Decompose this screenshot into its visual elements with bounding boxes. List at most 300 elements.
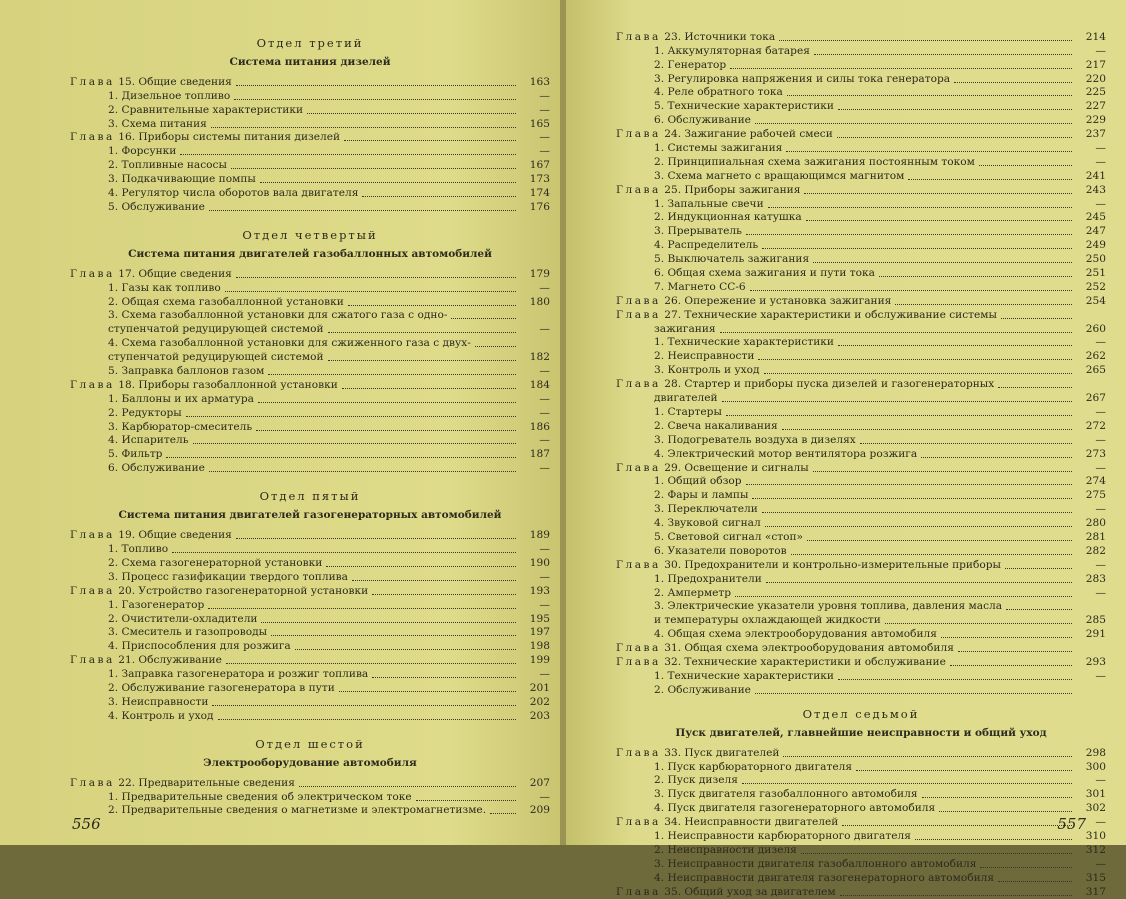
toc-entry-label: [616, 184, 800, 197]
toc-page-number: 187: [529, 448, 550, 461]
toc-item-row: [70, 695, 550, 709]
toc-item-row: [616, 58, 1106, 72]
toc-entry-text: 1. Системы зажигания: [654, 142, 783, 155]
chapter-prefix: Глава: [616, 294, 661, 307]
toc-entry-text: 2. Топливные насосы: [108, 159, 227, 172]
dot-leader: [186, 416, 516, 417]
chapter-prefix: Глава: [616, 128, 661, 141]
toc-item-row: [616, 433, 1106, 447]
toc-page-number: 241: [1085, 169, 1106, 182]
toc-entry-text: двигателей: [654, 392, 718, 405]
dot-leader: [271, 635, 516, 636]
toc-entry-text: 3. Регулировка напряжения и силы тока генератора: [654, 72, 951, 85]
toc-entry-label: [616, 872, 994, 885]
dot-leader: [766, 582, 1072, 583]
toc-page-number: —: [1095, 336, 1106, 349]
dot-leader: [807, 540, 1072, 541]
toc-chapter-row: [616, 746, 1106, 760]
toc-entry-text: 6. Обслуживание: [108, 462, 205, 475]
toc-page-number: 260: [1085, 322, 1106, 335]
toc-item-row: [70, 117, 550, 131]
toc-item-row: [616, 488, 1106, 502]
dot-leader: [328, 332, 516, 333]
toc-page-number: 273: [1085, 447, 1106, 460]
toc-item-row: [616, 349, 1106, 363]
toc-entry-text: 1. Неисправности карбюраторного двигателя: [654, 829, 911, 842]
dot-leader: [180, 154, 516, 155]
toc-page-number: —: [1095, 433, 1106, 446]
toc-item-row: [70, 295, 550, 309]
toc-entry-text: 2. Амперметр: [654, 586, 732, 599]
toc-entry-text: 31. Общая схема электрооборудования автомобиля: [664, 642, 954, 655]
dot-leader: [172, 552, 516, 553]
toc-entry-label: [616, 239, 758, 252]
dot-leader: [209, 210, 516, 211]
dot-leader: [236, 277, 516, 278]
toc-entry-text: 5. Световой сигнал «стоп»: [654, 530, 804, 543]
dot-leader: [307, 113, 516, 114]
dot-leader: [856, 770, 1072, 771]
dot-leader: [256, 430, 516, 431]
toc-entry-label: [616, 656, 946, 669]
toc-entry-text: и температуры охлаждающей жидкости: [654, 614, 881, 627]
toc-item-row: [70, 336, 550, 350]
toc-item-row: [70, 447, 550, 461]
toc-entry-label: [616, 886, 836, 899]
toc-item-row: [616, 843, 1106, 857]
toc-entry-text: 34. Неисправности двигателей: [664, 816, 839, 829]
toc-entry-text: 19. Общие сведения: [118, 529, 232, 542]
toc-entry-text: 4. Общая схема электрооборудования автомобиля: [654, 628, 937, 641]
dot-leader: [416, 800, 516, 801]
toc-entry-label: [616, 406, 722, 419]
toc-item-row: [616, 787, 1106, 801]
toc-item-row: [616, 586, 1106, 600]
toc-chapter-row: [616, 127, 1106, 141]
toc-page-number: —: [539, 392, 550, 405]
toc-page-number: 315: [1085, 871, 1106, 884]
dot-leader: [451, 318, 516, 319]
toc-entry-text: 18. Приборы газобаллонной установки: [118, 378, 338, 391]
toc-entry-label: [616, 392, 718, 405]
toc-entry-text: 5. Заправка баллонов газом: [108, 365, 265, 378]
toc-item-row: [616, 516, 1106, 530]
toc-page-number: —: [539, 365, 550, 378]
left-page: [0, 0, 562, 845]
toc-item-row: [616, 572, 1106, 586]
dot-leader: [344, 140, 516, 141]
dot-leader: [879, 276, 1072, 277]
dot-leader: [895, 304, 1072, 305]
chapter-prefix: Глава: [616, 885, 661, 898]
toc-item-row: [616, 99, 1106, 113]
toc-entry-text: 25. Приборы зажигания: [664, 183, 801, 196]
toc-entry-label: [616, 761, 852, 774]
toc-page-number: —: [539, 89, 550, 102]
dot-leader: [746, 234, 1072, 235]
toc-entry-text: 16. Приборы системы питания дизелей: [118, 131, 341, 144]
dot-leader: [921, 457, 1072, 458]
toc-page-number: 229: [1085, 114, 1106, 127]
toc-entry-label: [70, 268, 232, 281]
toc-item-row: [616, 113, 1106, 127]
toc-entry-label: [616, 31, 775, 44]
toc-entry-label: [70, 613, 257, 626]
dot-leader: [782, 429, 1072, 430]
toc-chapter-row: [70, 267, 550, 281]
toc-page-number: 193: [529, 584, 550, 597]
toc-entry-label: [70, 543, 168, 556]
toc-entry-text: 2. Очистители-охладители: [108, 612, 258, 625]
toc-entry-text: 1. Газогенератор: [108, 598, 205, 611]
dot-leader: [939, 811, 1072, 812]
toc-chapter-row: [616, 461, 1106, 475]
dot-leader: [231, 168, 516, 169]
section-subheading: Система питания двигателей газобаллонных автомобилей: [128, 247, 492, 260]
section-subheading: Система питания двигателей газогенераторных автомобилей: [118, 509, 502, 522]
toc-page-number: 262: [1085, 350, 1106, 363]
toc-item-row: [70, 350, 550, 364]
toc-page-number: —: [1095, 142, 1106, 155]
toc-page-number: 300: [1085, 760, 1106, 773]
toc-entry-label: [616, 642, 954, 655]
toc-item-row: [616, 669, 1106, 683]
dot-leader: [764, 373, 1072, 374]
toc-entry-label: [616, 350, 754, 363]
toc-item-row: [616, 502, 1106, 516]
toc-item-row: [70, 200, 550, 214]
toc-entry-text: 1. Предварительные сведения об электрическом токе: [108, 790, 412, 803]
toc-entry-label: [70, 337, 471, 350]
dot-leader: [362, 196, 516, 197]
toc-item-row: [616, 86, 1106, 100]
toc-entry-text: 4. Электрический мотор вентилятора розжига: [654, 447, 918, 460]
toc-page-number: 195: [529, 612, 550, 625]
chapter-prefix: Глава: [70, 776, 115, 789]
toc-item-row: [616, 224, 1106, 238]
toc-item-row: [70, 364, 550, 378]
toc-chapter-row: [70, 653, 550, 667]
toc-item-row: [70, 103, 550, 117]
toc-item-row: [616, 363, 1106, 377]
toc-page-number: 254: [1085, 294, 1106, 307]
toc-item-row: [616, 600, 1106, 614]
toc-page-number: —: [1095, 669, 1106, 682]
toc-entry-text: 17. Общие сведения: [118, 267, 232, 280]
toc-page-number: 247: [1085, 225, 1106, 238]
toc-page-number: 209: [529, 804, 550, 817]
toc-entry-text: 20. Устройство газогенераторной установки: [118, 584, 369, 597]
dot-leader: [787, 95, 1072, 96]
toc-page-number: —: [539, 323, 550, 336]
toc-page-number: 189: [529, 529, 550, 542]
toc-item-row: [616, 760, 1106, 774]
toc-entry-label: [616, 573, 762, 586]
toc-page-number: 312: [1085, 843, 1106, 856]
toc-page-number: 252: [1085, 280, 1106, 293]
toc-entry-label: [70, 421, 252, 434]
toc-entry-label: [70, 654, 222, 667]
toc-item-row: [616, 613, 1106, 627]
toc-entry-label: [616, 747, 779, 760]
toc-entry-text: 2. Пуск дизеля: [654, 774, 738, 787]
toc-entry-label: [616, 802, 935, 815]
toc-entry-label: [70, 529, 232, 542]
toc-chapter-row: [70, 528, 550, 542]
dot-leader: [1001, 318, 1072, 319]
toc-page-number: 197: [529, 626, 550, 639]
toc-chapter-row: [616, 308, 1106, 322]
toc-entry-text: 4. Звуковой сигнал: [654, 517, 761, 530]
toc-item-row: [616, 405, 1106, 419]
toc-entry-text: 2. Схема газогенераторной установки: [108, 556, 323, 569]
toc-page-number: 285: [1085, 614, 1106, 627]
toc-entry-text: 5. Выключатель зажигания: [654, 253, 810, 266]
toc-page-number: 184: [529, 378, 550, 391]
toc-entry-label: [616, 253, 809, 266]
toc-entry-label: [616, 336, 834, 349]
chapter-prefix: Глава: [616, 642, 661, 655]
toc-page-number: —: [539, 131, 550, 144]
toc-item-row: [70, 570, 550, 584]
toc-page-number: 167: [529, 159, 550, 172]
dot-leader: [813, 471, 1072, 472]
toc-entry-text: 1. Технические характеристики: [654, 669, 834, 682]
toc-page-number: 245: [1085, 211, 1106, 224]
dot-leader: [801, 853, 1072, 854]
chapter-prefix: Глава: [70, 267, 115, 280]
toc-entry-text: 2. Генератор: [654, 58, 727, 71]
chapter-prefix: Глава: [70, 654, 115, 667]
toc-entry-label: [70, 365, 264, 378]
toc-page-number: —: [1095, 558, 1106, 571]
toc-entry-label: [70, 379, 338, 392]
toc-entry-label: [70, 131, 340, 144]
toc-entry-label: [616, 211, 802, 224]
dot-leader: [339, 691, 516, 692]
toc-page-number: 291: [1085, 628, 1106, 641]
dot-leader: [258, 402, 516, 403]
toc-item-row: [616, 155, 1106, 169]
left-page-number: 556: [72, 815, 101, 833]
toc-entry-label: [70, 462, 205, 475]
toc-page-number: —: [539, 145, 550, 158]
toc-entry-text: 4. Испаритель: [108, 434, 189, 447]
toc-entry-text: 6. Указатели поворотов: [654, 544, 787, 557]
toc-entry-label: [70, 571, 348, 584]
toc-page-number: 283: [1085, 572, 1106, 585]
section-subheading: Система питания дизелей: [229, 56, 391, 68]
toc-entry-label: [70, 90, 230, 103]
toc-page-number: —: [539, 103, 550, 116]
toc-page-number: —: [539, 406, 550, 419]
toc-entry-label: [616, 309, 997, 322]
dot-leader: [804, 193, 1072, 194]
toc-page-number: 220: [1085, 72, 1106, 85]
toc-entry-label: [70, 351, 324, 364]
dot-leader: [752, 498, 1072, 499]
toc-entry-text: 1. Пуск карбюраторного двигателя: [654, 760, 852, 773]
toc-item-row: [70, 420, 550, 434]
toc-item-row: [70, 89, 550, 103]
toc-entry-label: [616, 295, 891, 308]
dot-leader: [838, 109, 1072, 110]
toc-entry-label: [616, 614, 881, 627]
toc-chapter-row: [616, 30, 1106, 44]
toc-entry-text: 1. Запальные свечи: [654, 197, 764, 210]
toc-entry-text: 2. Неисправности: [654, 350, 755, 363]
dot-leader: [791, 554, 1072, 555]
dot-leader: [166, 457, 516, 458]
dot-leader: [768, 207, 1072, 208]
dot-leader: [218, 719, 516, 720]
toc-entry-label: [616, 628, 937, 641]
dot-leader: [783, 756, 1072, 757]
toc-entry-label: [70, 640, 291, 653]
toc-page-number: —: [539, 598, 550, 611]
toc-entry-text: 29. Освещение и сигналы: [664, 461, 809, 474]
toc-entry-label: [616, 559, 1001, 572]
toc-item-row: [616, 238, 1106, 252]
toc-page-number: —: [1095, 816, 1106, 829]
toc-entry-text: 4. Пуск двигателя газогенераторного автомобиля: [654, 802, 936, 815]
toc-entry-text: 1. Топливо: [108, 543, 169, 556]
toc-entry-text: 6. Обслуживание: [654, 114, 751, 127]
toc-item-row: [616, 336, 1106, 350]
section-heading: Отдел четвертый: [242, 227, 378, 242]
toc-page-number: 190: [529, 556, 550, 569]
dot-leader: [735, 596, 1072, 597]
toc-entry-text: 5. Технические характеристики: [654, 100, 834, 113]
toc-entry-label: [616, 531, 803, 544]
toc-item-row: [70, 556, 550, 570]
dot-leader: [208, 608, 516, 609]
toc-item-row: [70, 681, 550, 695]
toc-entry-label: [616, 323, 716, 336]
dot-leader: [908, 179, 1072, 180]
section-heading: Отдел третий: [256, 36, 364, 50]
toc-item-row: [616, 391, 1106, 405]
toc-entry-text: 1. Предохранители: [654, 572, 762, 585]
toc-entry-label: [70, 599, 204, 612]
toc-entry-label: [616, 774, 738, 787]
dot-leader: [954, 82, 1072, 83]
toc-page-number: —: [1095, 197, 1106, 210]
dot-leader: [722, 401, 1072, 402]
toc-entry-text: 3. Неисправности: [108, 695, 209, 708]
toc-entry-label: [616, 545, 787, 558]
chapter-prefix: Глава: [616, 378, 661, 391]
dot-leader: [758, 359, 1072, 360]
toc-item-row: [70, 186, 550, 200]
dot-leader: [998, 881, 1072, 882]
toc-entry-text: 3. Схема питания: [108, 117, 207, 130]
toc-entry-label: [616, 503, 758, 516]
dot-leader: [838, 345, 1072, 346]
toc-entry-label: [616, 587, 731, 600]
dot-leader: [813, 262, 1072, 263]
toc-item-row: [616, 322, 1106, 336]
dot-leader: [475, 346, 516, 347]
toc-page-number: 217: [1085, 58, 1106, 71]
toc-entry-text: 24. Зажигание рабочей смеси: [664, 128, 833, 141]
dot-leader: [746, 484, 1072, 485]
toc-page-number: 225: [1085, 86, 1106, 99]
toc-page-number: 281: [1085, 530, 1106, 543]
toc-page-number: —: [539, 434, 550, 447]
chapter-prefix: Глава: [616, 746, 661, 759]
toc-page-number: 202: [529, 695, 550, 708]
toc-entry-label: [70, 804, 486, 817]
dot-leader: [490, 813, 516, 814]
toc-entry-label: [70, 585, 368, 598]
toc-page-number: 198: [529, 640, 550, 653]
toc-item-row: [616, 683, 1106, 697]
toc-entry-text: 2. Фары и лампы: [654, 489, 749, 502]
right-page-number: 557: [1057, 815, 1086, 833]
dot-leader: [814, 54, 1072, 55]
toc-entry-label: [70, 393, 254, 406]
chapter-prefix: Глава: [70, 378, 115, 391]
toc-entry-label: [616, 462, 809, 475]
toc-entry-label: [70, 173, 256, 186]
toc-chapter-row: [616, 183, 1106, 197]
chapter-prefix: Глава: [616, 30, 661, 43]
toc-page-number: 201: [529, 681, 550, 694]
toc-item-row: [616, 169, 1106, 183]
toc-entry-text: 2. Индукционная катушка: [654, 211, 802, 224]
toc-entry-text: 35. Общий уход за двигателем: [664, 885, 836, 898]
toc-page-number: —: [1095, 503, 1106, 516]
dot-leader: [234, 99, 516, 100]
toc-chapter-row: [616, 641, 1106, 655]
dot-leader: [299, 786, 516, 787]
toc-item-row: [616, 871, 1106, 885]
toc-item-row: [616, 801, 1106, 815]
dot-leader: [226, 663, 516, 664]
dot-leader: [342, 388, 516, 389]
toc-page-number: —: [1095, 586, 1106, 599]
toc-entry-label: [616, 517, 761, 530]
toc-entry-text: 4. Распределитель: [654, 239, 759, 252]
toc-entry-text: ступенчатой редуцирующей системой: [108, 323, 324, 336]
toc-page-number: 265: [1085, 364, 1106, 377]
toc-page-number: —: [1095, 461, 1106, 474]
toc-entry-label: [70, 323, 324, 336]
toc-chapter-row: [70, 776, 550, 790]
dot-leader: [268, 374, 516, 375]
toc-item-row: [70, 461, 550, 475]
dot-leader: [765, 526, 1072, 527]
toc-entry-label: [616, 86, 783, 99]
toc-entry-text: 2. Обслуживание: [654, 683, 751, 696]
toc-item-row: [616, 774, 1106, 788]
toc-page-number: 251: [1085, 267, 1106, 280]
toc-item-row: [616, 72, 1106, 86]
toc-page-number: —: [539, 668, 550, 681]
toc-page-number: 302: [1085, 802, 1106, 815]
toc-entry-text: 2. Принципиальная схема зажигания постоянным током: [654, 155, 975, 168]
section-heading: Отдел седьмой: [802, 706, 920, 721]
toc-entry-text: 3. Подкачивающие помпы: [108, 173, 256, 186]
toc-item-row: [70, 639, 550, 653]
toc-entry-label: [616, 434, 856, 447]
toc-item-row: [616, 266, 1106, 280]
dot-leader: [922, 797, 1072, 798]
toc-entry-text: 2. Общая схема газобаллонной установки: [108, 295, 344, 308]
toc-entry-label: [616, 364, 760, 377]
toc-entry-label: [616, 600, 1002, 613]
